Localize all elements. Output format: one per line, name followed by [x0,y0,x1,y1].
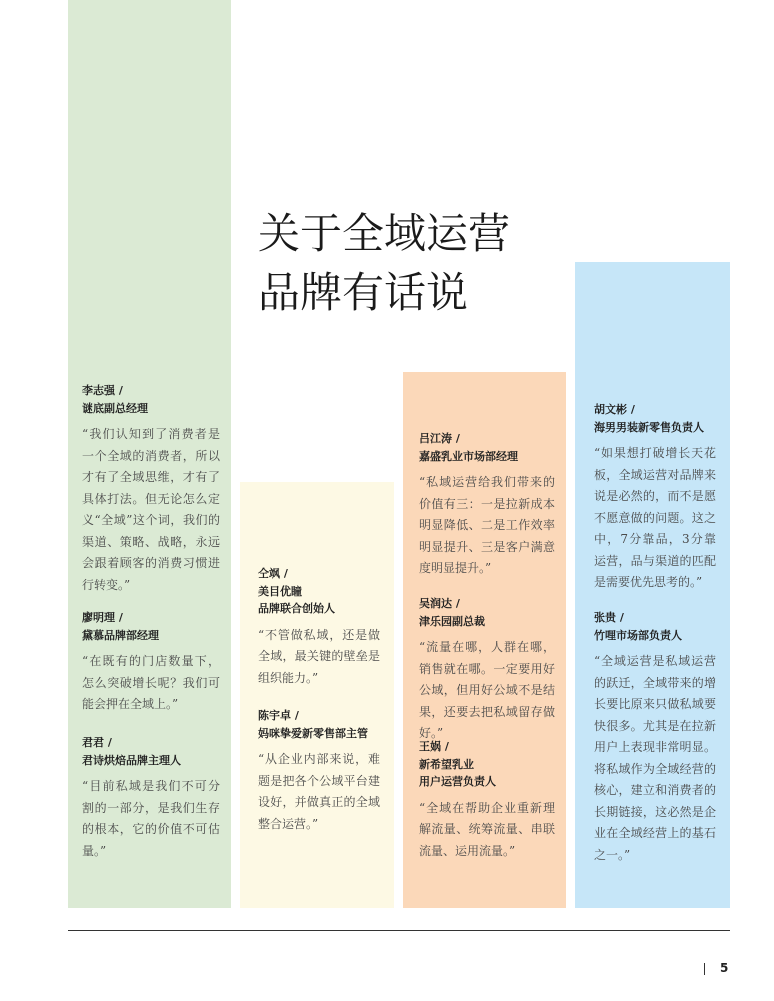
speaker-name: 吴润达 / [419,597,460,610]
quote-entry-hu-wenbin [594,401,716,594]
quote-entry-wu-runda [419,595,555,745]
speaker-name: 廖明理 / [82,611,123,624]
quote-text: “如果想打破增长天花板，全域运营对品牌来说是必然的，而不是愿不愿意做的问题。这之中，7分靠品，3分靠运营，品与渠道的匹配是需要优先思考的。” [594,446,716,589]
speaker-name: 王娲 / [419,740,449,753]
speaker [82,382,220,417]
speaker-role: 妈咪挚爱新零售部主管 [258,726,368,740]
quote-text: “流量在哪，人群在哪，销售就在哪。一定要用好公域，但用好公域不是结果，还要去把私域留存做好。” [419,640,555,740]
speaker [258,565,380,618]
quote-entry-li-zhiqiang [82,382,220,596]
quote-text: “我们认知到了消费者是一个全域的消费者，所以才有了全域思维，才有了具体打法。但无论怎么定义“全域”这个词，我们的渠道、策略、战略，永远会跟着顾客的消费习惯进行转变。” [82,427,220,592]
speaker-role: 津乐园副总裁 [419,614,485,628]
quote-text: “在既有的门店数量下，怎么突破增长呢？我们可能会押在全域上。” [82,654,220,711]
speaker [594,401,716,436]
quote-text: “从企业内部来说，难题是把各个公域平台建设好，并做真正的全域整合运营。” [258,752,380,831]
quote-entry-chen-yuzhuo [258,707,380,835]
speaker-role: 竹哩市场部负责人 [594,628,682,642]
quote-entry-liao-mingli [82,609,220,716]
speaker-role: 君诗烘焙品牌主理人 [82,753,181,767]
footer-rule [68,930,730,931]
speaker-role: 用户运营负责人 [419,775,496,788]
speaker-name: 吕江涛 / [419,432,460,445]
quote-text: “全域在帮助企业重新理解流量、统筹流量、串联流量、运用流量。” [419,800,555,858]
quote-entry-tong-sa [258,565,380,689]
speaker [82,734,220,769]
speaker [594,609,716,644]
quote-entry-junjun [82,734,220,862]
page-number: 5 [720,961,729,975]
quote-entry-wang-wa [419,738,555,862]
page-number-separator [704,963,705,975]
speaker-name: 胡文彬 / [594,403,635,416]
title-line-2: 品牌有话说 [258,268,469,317]
speaker-name: 君君 / [82,736,112,749]
speaker-name: 李志强 / [82,384,123,397]
title-line-1: 关于全域运营 [258,209,511,258]
speaker-role: 品牌联合创始人 [258,602,335,615]
speaker [419,430,555,465]
speaker [419,738,555,791]
speaker-name: 陈宇卓 / [258,709,299,722]
speaker-role: 海男男装新零售负责人 [594,420,704,434]
speaker-name: 仝飒 / [258,567,288,580]
speaker-role: 谜底副总经理 [82,401,148,415]
quote-text: “不管做私域，还是做全域，最关键的壁垒是组织能力。” [258,627,380,685]
quote-text: “目前私域是我们不可分割的一部分，是我们生存的根本，它的价值不可估量。” [82,779,220,858]
quote-text: “全域运营是私域运营的跃迁，全域带来的增长要比原来只做私域要快很多。尤其是在拉新用户上表现非常明显。将私域作为全域经营的核心，建立和消费者的长期链接，这必然是企业在全域经营上的基石之一。” [594,654,716,862]
speaker-role: 黛慕品牌部经理 [82,628,159,642]
quote-text: “私域运营给我们带来的价值有三：一是拉新成本明显降低、二是工作效率明显提升、三是客户满意度明显提升。” [419,475,555,575]
speaker [82,609,220,644]
quote-entry-zhang-gui [594,609,716,866]
speaker [419,595,555,630]
yellow-column [240,482,394,908]
speaker-name: 张贵 / [594,611,624,624]
page-title [258,204,578,322]
speaker-role: 嘉盛乳业市场部经理 [419,449,518,463]
speaker-role: 新希望乳业 [419,757,474,771]
quote-entry-lv-jiangtao [419,430,555,580]
speaker [258,707,380,742]
speaker-role: 美目优瞳 [258,584,302,598]
